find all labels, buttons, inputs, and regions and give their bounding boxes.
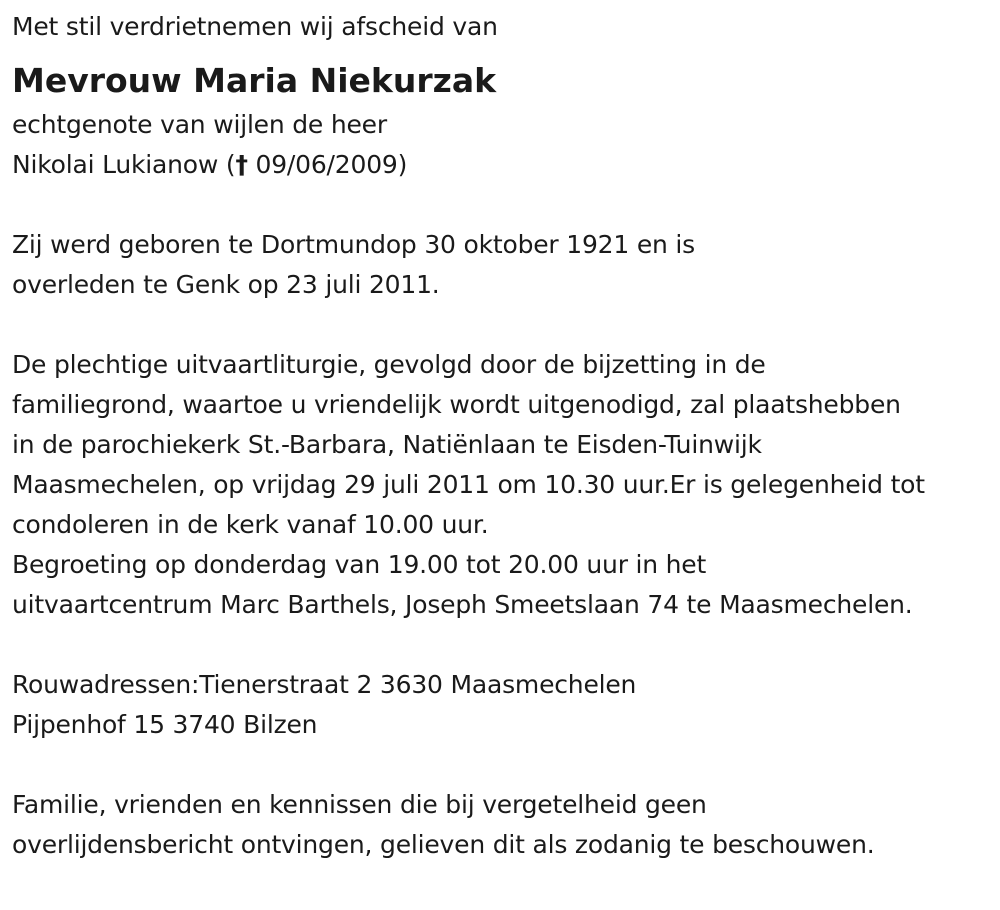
deceased-name: Mevrouw Maria Niekurzak xyxy=(12,61,497,100)
birth-death-line: overleden te Genk op 23 juli 2011. xyxy=(12,270,440,299)
spouse-line: echtgenote van wijlen de heer xyxy=(12,110,387,139)
visitation-line: Begroeting op donderdag van 19.00 tot 20.00 uur in het xyxy=(12,550,707,579)
spacer xyxy=(12,625,1000,665)
address-line: Pijpenhof 15 3740 Bilzen xyxy=(12,710,318,739)
visitation-line: uitvaartcentrum Marc Barthels, Joseph Smeetslaan 74 te Maasmechelen. xyxy=(12,590,913,619)
spacer xyxy=(12,745,1000,785)
cross-icon: † xyxy=(235,150,248,179)
closing-line: overlijdensbericht ontvingen, gelieven dit als zodanig te beschouwen. xyxy=(12,830,875,859)
funeral-line: De plechtige uitvaartliturgie, gevolgd door de bijzetting in de xyxy=(12,350,766,379)
spouse-name: Nikolai Lukianow ( xyxy=(12,150,236,179)
funeral-line: Maasmechelen, op vrijdag 29 juli 2011 om 10.30 uur.Er is gelegenheid tot xyxy=(12,470,925,499)
funeral-line: condoleren in de kerk vanaf 10.00 uur. xyxy=(12,510,489,539)
funeral-line: familiegrond, waartoe u vriendelijk wordt uitgenodigd, zal plaatshebben xyxy=(12,390,901,419)
spouse-death-date: 09/06/2009) xyxy=(247,150,408,179)
address-line: Rouwadressen:Tienerstraat 2 3630 Maasmechelen xyxy=(12,670,637,699)
funeral-line: in de parochiekerk St.-Barbara, Natiënlaan te Eisden-Tuinwijk xyxy=(12,430,762,459)
closing-line: Familie, vrienden en kennissen die bij vergetelheid geen xyxy=(12,790,707,819)
spacer xyxy=(12,305,1000,345)
birth-death-line: Zij werd geboren te Dortmundop 30 oktober 1921 en is xyxy=(12,230,695,259)
spouse-name-line xyxy=(12,145,1000,185)
intro-text: Met stil verdrietnemen wij afscheid van xyxy=(12,12,498,41)
spacer xyxy=(12,185,1000,225)
